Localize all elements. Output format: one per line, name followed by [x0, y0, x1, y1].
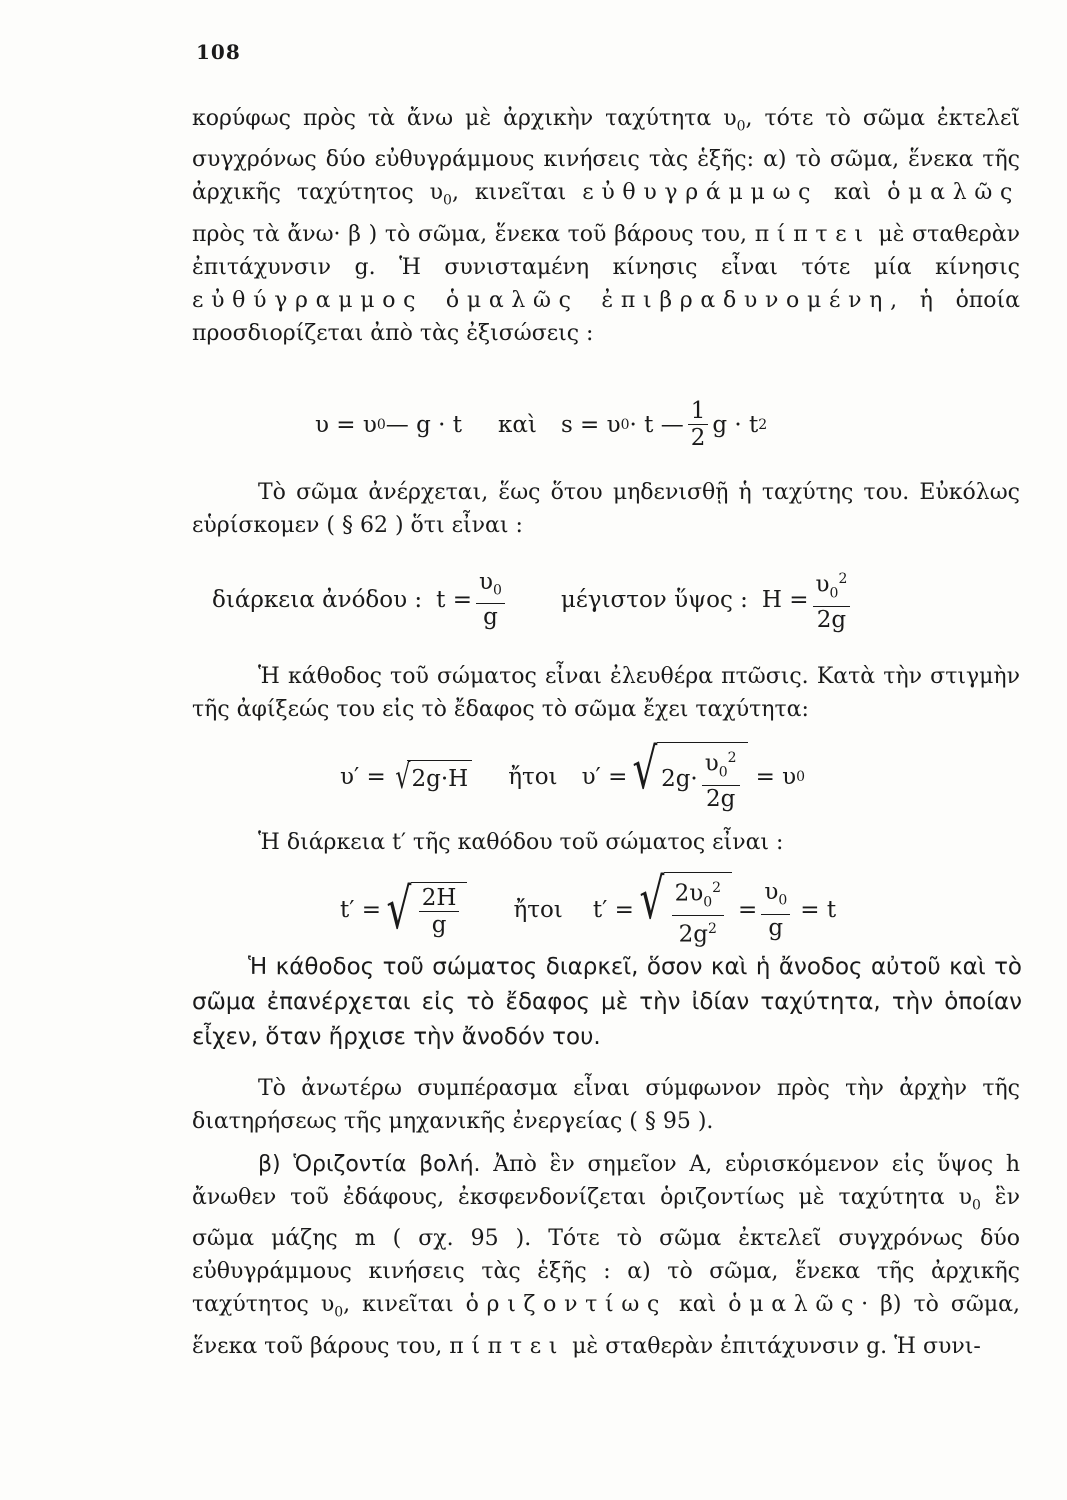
- text-run: , τότε τὸ σῶμα ἐκτελεῖ συγχρόνως δύο εὐθυγράμμους κινήσεις τὰς ἑξῆς: α) τὸ σῶμα, ἕνεκα τῆς ἀρχικῆς ταχύτητος υ: [192, 106, 1020, 206]
- eq-text: 2υ: [674, 880, 704, 907]
- eq-text: υ = υ: [315, 411, 377, 438]
- fraction-denominator: 2g: [816, 607, 847, 634]
- equation-fall-time: [180, 867, 1040, 948]
- subscript: 0: [376, 416, 386, 433]
- fraction-denominator: 2g: [705, 786, 736, 813]
- subscript: 0: [334, 1304, 344, 1321]
- radical-sign: √: [386, 876, 412, 942]
- eq-text: t =: [436, 586, 472, 613]
- fraction-denominator: [676, 916, 720, 948]
- spaced-emphasis: εὐθυγράμμως: [582, 180, 819, 206]
- text-run: ἓν σῶμα μάζης m ( σχ. 95 ). Τότε τὸ σῶμα ἐκτελεῖ συγχρόνως δύο εὐθυγράμμους κινήσεις τὰς ἑξῆς : α) τὸ σῶμα, ἕνεκα τῆς ἀρχικῆς ταχύτητος υ: [192, 1185, 1020, 1318]
- eq-conjunction: ἤτοι: [508, 764, 558, 791]
- subscript: 0: [443, 192, 452, 209]
- text-run: μὲ σταθερὰν ἐπιτάχυνσιν g. Ἡ συνισταμένη κίνησις εἶναι τότε μία κίνησις: [192, 221, 1020, 280]
- eq-text: υ: [815, 571, 830, 598]
- superscript: 2: [758, 416, 768, 433]
- paragraph-fall-duration: [192, 826, 1020, 859]
- square-root: [634, 867, 732, 948]
- radicand: [664, 872, 732, 948]
- text-run: Ἡ διάρκεια t′ τῆς καθόδου τοῦ σώματος εἶναι :: [258, 830, 784, 855]
- text-run: πρὸς τὰ ἄνω· β ) τὸ σῶμα, ἕνεκα τοῦ βάρους του,: [192, 221, 755, 247]
- page-number: 108: [196, 40, 241, 64]
- superscript: 2: [712, 880, 722, 896]
- subscript: 0: [620, 416, 630, 433]
- eq-text: = υ: [755, 764, 797, 791]
- equation-velocity-position: [180, 398, 1040, 451]
- eq-text: t′ =: [340, 896, 382, 923]
- superscript: 2: [708, 921, 717, 938]
- spaced-emphasis: ὁμαλῶς: [445, 287, 579, 313]
- fraction-denominator: 2: [690, 425, 706, 451]
- paragraph-descent-conclusion: [192, 950, 1022, 1055]
- text-run: [579, 288, 602, 313]
- radical-sign: √: [639, 867, 665, 932]
- paragraph-energy-conservation: [192, 1072, 1020, 1138]
- text-run: [423, 288, 446, 313]
- spaced-emphasis: ὁμαλῶς: [728, 1292, 862, 1318]
- paragraph-horizontal-throw: [192, 1148, 1020, 1363]
- text-run: καὶ: [818, 180, 888, 206]
- subscript: 0: [736, 118, 746, 135]
- fraction-numerator: [476, 569, 505, 605]
- square-root: [381, 876, 467, 942]
- subscript: 0: [971, 1197, 981, 1214]
- text-run: Ἡ κάθοδος τοῦ σώματος διαρκεῖ, ὅσον καὶ ἡ ἄνοδος αὐτοῦ καὶ τὸ σῶμα ἐπανέρχεται εἰς τὸ ἔδαφος μὲ τὴν ἰδίαν ταχύτητα, τὴν ὁποίαν εἶχεν, ὅταν ἤρχισε τὴν ἄνοδόν του.: [192, 954, 1022, 1050]
- fraction-denominator: g: [431, 911, 447, 938]
- square-root: [627, 737, 747, 813]
- spaced-emphasis: ὁμαλῶς: [887, 180, 1021, 206]
- text-run: · β) τὸ σῶμα, ἕνεκα τοῦ βάρους του,: [192, 1292, 1020, 1359]
- radical-sign: √: [632, 737, 658, 802]
- text-run: μὲ σταθερὰν ἐπιτάχυνσιν g. Ἡ συνι-: [565, 1333, 981, 1359]
- text-run: , ἡ ὁποία προσδιορίζεται ἀπὸ τὰς ἐξισώσεις :: [192, 287, 1020, 346]
- radicand: 2g·H: [407, 760, 472, 794]
- fraction-numerator: [672, 875, 724, 916]
- radicand: [657, 742, 748, 812]
- fraction-height-term: [702, 745, 740, 812]
- fraction-max-height: [813, 566, 851, 633]
- equation-landing-velocity: [180, 737, 1040, 813]
- subscript: 0: [829, 585, 839, 602]
- eq-text: t′ =: [592, 896, 634, 923]
- text-run: Τὸ ἀνωτέρω συμπέρασμα εἶναι σύμφωνον πρὸς τὴν ἀρχὴν τῆς διατηρήσεως τῆς μηχανικῆς ἐνεργείας ( § 95 ).: [192, 1076, 1020, 1134]
- eq-text: H =: [761, 586, 809, 613]
- eq-text: = t: [800, 896, 837, 923]
- subscript: 0: [796, 769, 806, 786]
- subscript: 0: [703, 894, 713, 911]
- fraction-rise-time: [476, 569, 505, 631]
- eq-text: 2g·: [661, 765, 698, 792]
- paragraph-free-fall: [192, 660, 1020, 726]
- fraction-numerator: [702, 745, 740, 786]
- fraction-numerator: [813, 566, 851, 607]
- superscript: 2: [838, 571, 848, 587]
- eq-text: υ′ =: [340, 764, 386, 791]
- paragraph-vertical-throw-intro: [192, 102, 1020, 350]
- eq-text: — g · t: [385, 411, 462, 438]
- eq-text: υ′ =: [581, 764, 628, 791]
- radicand: [411, 882, 468, 938]
- spaced-emphasis: εὐθύγραμμος: [192, 287, 424, 313]
- spaced-emphasis: ἐπιβραδυνομένη: [601, 287, 891, 313]
- spaced-emphasis: ὁριζοντίως: [465, 1292, 668, 1318]
- eq-text: υ: [704, 750, 719, 777]
- eq-conjunction: καὶ: [498, 411, 537, 438]
- fraction-velocity-term: [672, 875, 724, 948]
- equation-rise-duration-max-height: [180, 566, 1040, 633]
- fraction-numerator: [761, 879, 790, 915]
- subscript: 0: [718, 764, 728, 781]
- superscript: 2: [727, 750, 737, 766]
- fraction-denominator: g: [768, 914, 784, 941]
- radical-sign: √: [395, 757, 411, 798]
- text-run: Τὸ σῶμα ἀνέρχεται, ἕως ὅτου μηδενισθῇ ἡ ταχύτης του. Εὐκόλως εὑρίσκομεν ( § 62 ) ὅτι εἶναι :: [192, 480, 1020, 538]
- fraction-one-half: [688, 398, 709, 451]
- eq-label: διάρκεια ἀνόδου :: [212, 586, 423, 613]
- eq-conjunction: ἤτοι: [513, 896, 563, 923]
- text-run: καὶ: [667, 1292, 729, 1318]
- text-run: , κινεῖται: [343, 1292, 466, 1318]
- eq-text: 2g: [678, 921, 709, 948]
- eq-text: · t —: [629, 411, 684, 438]
- eq-text: υ: [764, 879, 779, 906]
- eq-text: g · t: [712, 411, 759, 438]
- fraction-v0-over-g: [761, 879, 790, 941]
- spaced-emphasis: πίπτει: [449, 1333, 566, 1359]
- section-heading: β) Ὁριζοντία βολή.: [258, 1152, 481, 1177]
- subscript: 0: [778, 892, 788, 909]
- spaced-emphasis: πίπτει: [754, 221, 871, 247]
- text-run: Ἀπὸ ἓν σημεῖον A, εὑρισκόμενον εἰς ὕψος h ἄνωθεν τοῦ ἐδάφους, ἐκσφενδονίζεται ὁριζοντίως μὲ ταχύτητα υ: [192, 1152, 1020, 1210]
- fraction-denominator: g: [483, 604, 498, 631]
- eq-text: υ: [479, 568, 493, 595]
- fraction-numerator: 2H: [419, 885, 460, 912]
- paragraph-rise-time: [192, 476, 1020, 542]
- text-run: κορύφως πρὸς τὰ ἄνω μὲ ἀρχικὴν ταχύτητα υ: [192, 106, 737, 131]
- text-run: Ἡ κάθοδος τοῦ σώματος εἶναι ἐλευθέρα πτῶσις. Κατὰ τὴν στιγμὴν τῆς ἀφίξεώς του εἰς τὸ ἔδαφος τὸ σῶμα ἔχει ταχύτητα:: [192, 664, 1020, 722]
- eq-text: =: [738, 896, 758, 923]
- subscript: 0: [492, 582, 502, 599]
- square-root: [392, 757, 472, 798]
- eq-label: μέγιστον ὕψος :: [560, 586, 748, 613]
- text-run: , κινεῖται: [451, 180, 583, 206]
- fraction-2h-over-g: [419, 885, 460, 938]
- eq-text: s = υ: [560, 411, 621, 438]
- fraction-numerator: 1: [688, 398, 709, 425]
